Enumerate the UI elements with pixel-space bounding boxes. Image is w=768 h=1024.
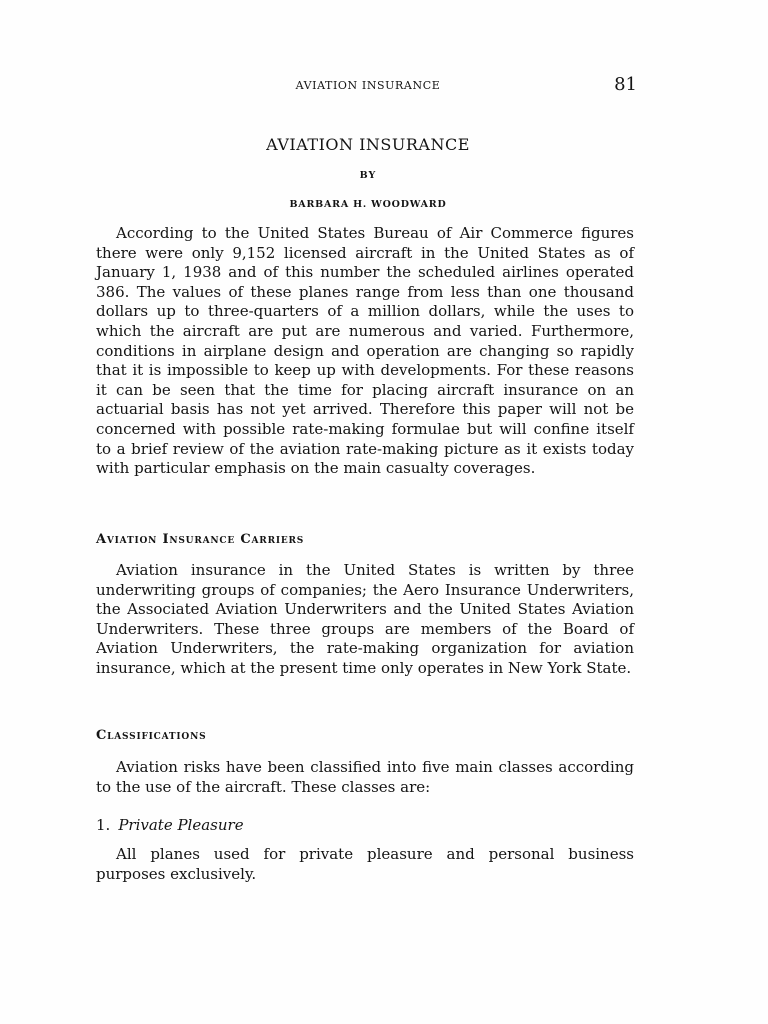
section-heading-carriers: Aviation Insurance Carriers: [96, 532, 305, 547]
running-title: AVIATION INSURANCE: [295, 79, 441, 92]
private-pleasure-paragraph: All planes used for private pleasure and personal business purposes exclusively.: [96, 845, 634, 883]
article-title: AVIATION INSURANCE: [266, 135, 470, 154]
classifications-paragraph: Aviation risks have been classified into five main classes according to the use of the aircraft. These classes are:: [96, 758, 634, 796]
section-heading-classifications: Classifications: [96, 728, 207, 743]
running-header: [96, 74, 640, 98]
author-name: BARBARA H. WOODWARD: [289, 199, 447, 210]
class-number: 1.: [96, 816, 111, 834]
class-name: Private Pleasure: [118, 816, 244, 834]
intro-paragraph: According to the United States Bureau of Air Commerce figures there were only 9,152 licensed aircraft in the United States as of January 1, 1938 and of this number the scheduled airlines operated 386. The values of these planes range from less than one thousand dollars up to three-quarters of a million dollars, while the uses to which the aircraft are put are numerous and varied. Furthermore, conditions in airplane design and operation are changing so rapidly that it is impossible to keep up with developments. For these reasons it can be seen that the time for placing aircraft insurance on an actuarial basis has not yet arrived. Therefore this paper will not be concerned with possible rate-making formulae but will confine itself to a brief review of the aviation rate-making picture as it exists today with particular emphasis on the main casualty coverages.: [96, 224, 634, 478]
carriers-paragraph: Aviation insurance in the United States is written by three underwriting groups of companies; the Aero Insurance Underwriters, the Associated Aviation Underwriters and the United States Aviation Underwriters. These three groups are members of the Board of Aviation Underwriters, the rate-making organization for aviation insurance, which at the present time only operates in New York State.: [96, 561, 634, 677]
class-heading-private-pleasure: [96, 816, 634, 834]
byline: BY: [359, 170, 377, 181]
page-number: 81: [614, 74, 637, 95]
